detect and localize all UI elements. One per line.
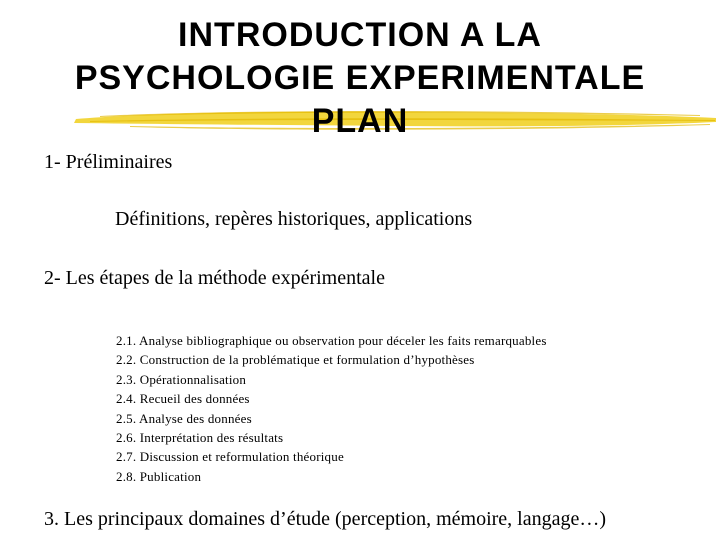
steps-list [116,331,547,486]
title-line-2: PSYCHOLOGIE EXPERIMENTALE [74,59,646,97]
title-line-3: PLAN [311,102,409,140]
list-item: 2.2. Construction de la problématique et formulation d’hypothèses [116,352,475,368]
section-2-heading: 2- Les étapes de la méthode expérimentale [44,267,385,289]
list-item: 2.8. Publication [116,468,202,484]
page-title [0,14,720,143]
list-item: 2.1. Analyse bibliographique ou observation pour déceler les faits remarquables [116,333,547,348]
list-item: 2.7. Discussion et reformulation théorique [116,449,344,465]
list-item: 2.5. Analyse des données [116,410,252,426]
list-item: 2.6. Interprétation des résultats [116,430,284,446]
title-line-1: INTRODUCTION A LA [178,16,542,54]
section-3-heading: 3. Les principaux domaines d’étude (perception, mémoire, langage…) [44,508,607,530]
list-item: 2.4. Recueil des données [116,391,250,407]
section-1-heading: 1- Préliminaires [44,151,173,173]
section-1-subtitle: Définitions, repères historiques, applications [115,208,473,230]
list-item: 2.3. Opérationnalisation [116,371,247,387]
